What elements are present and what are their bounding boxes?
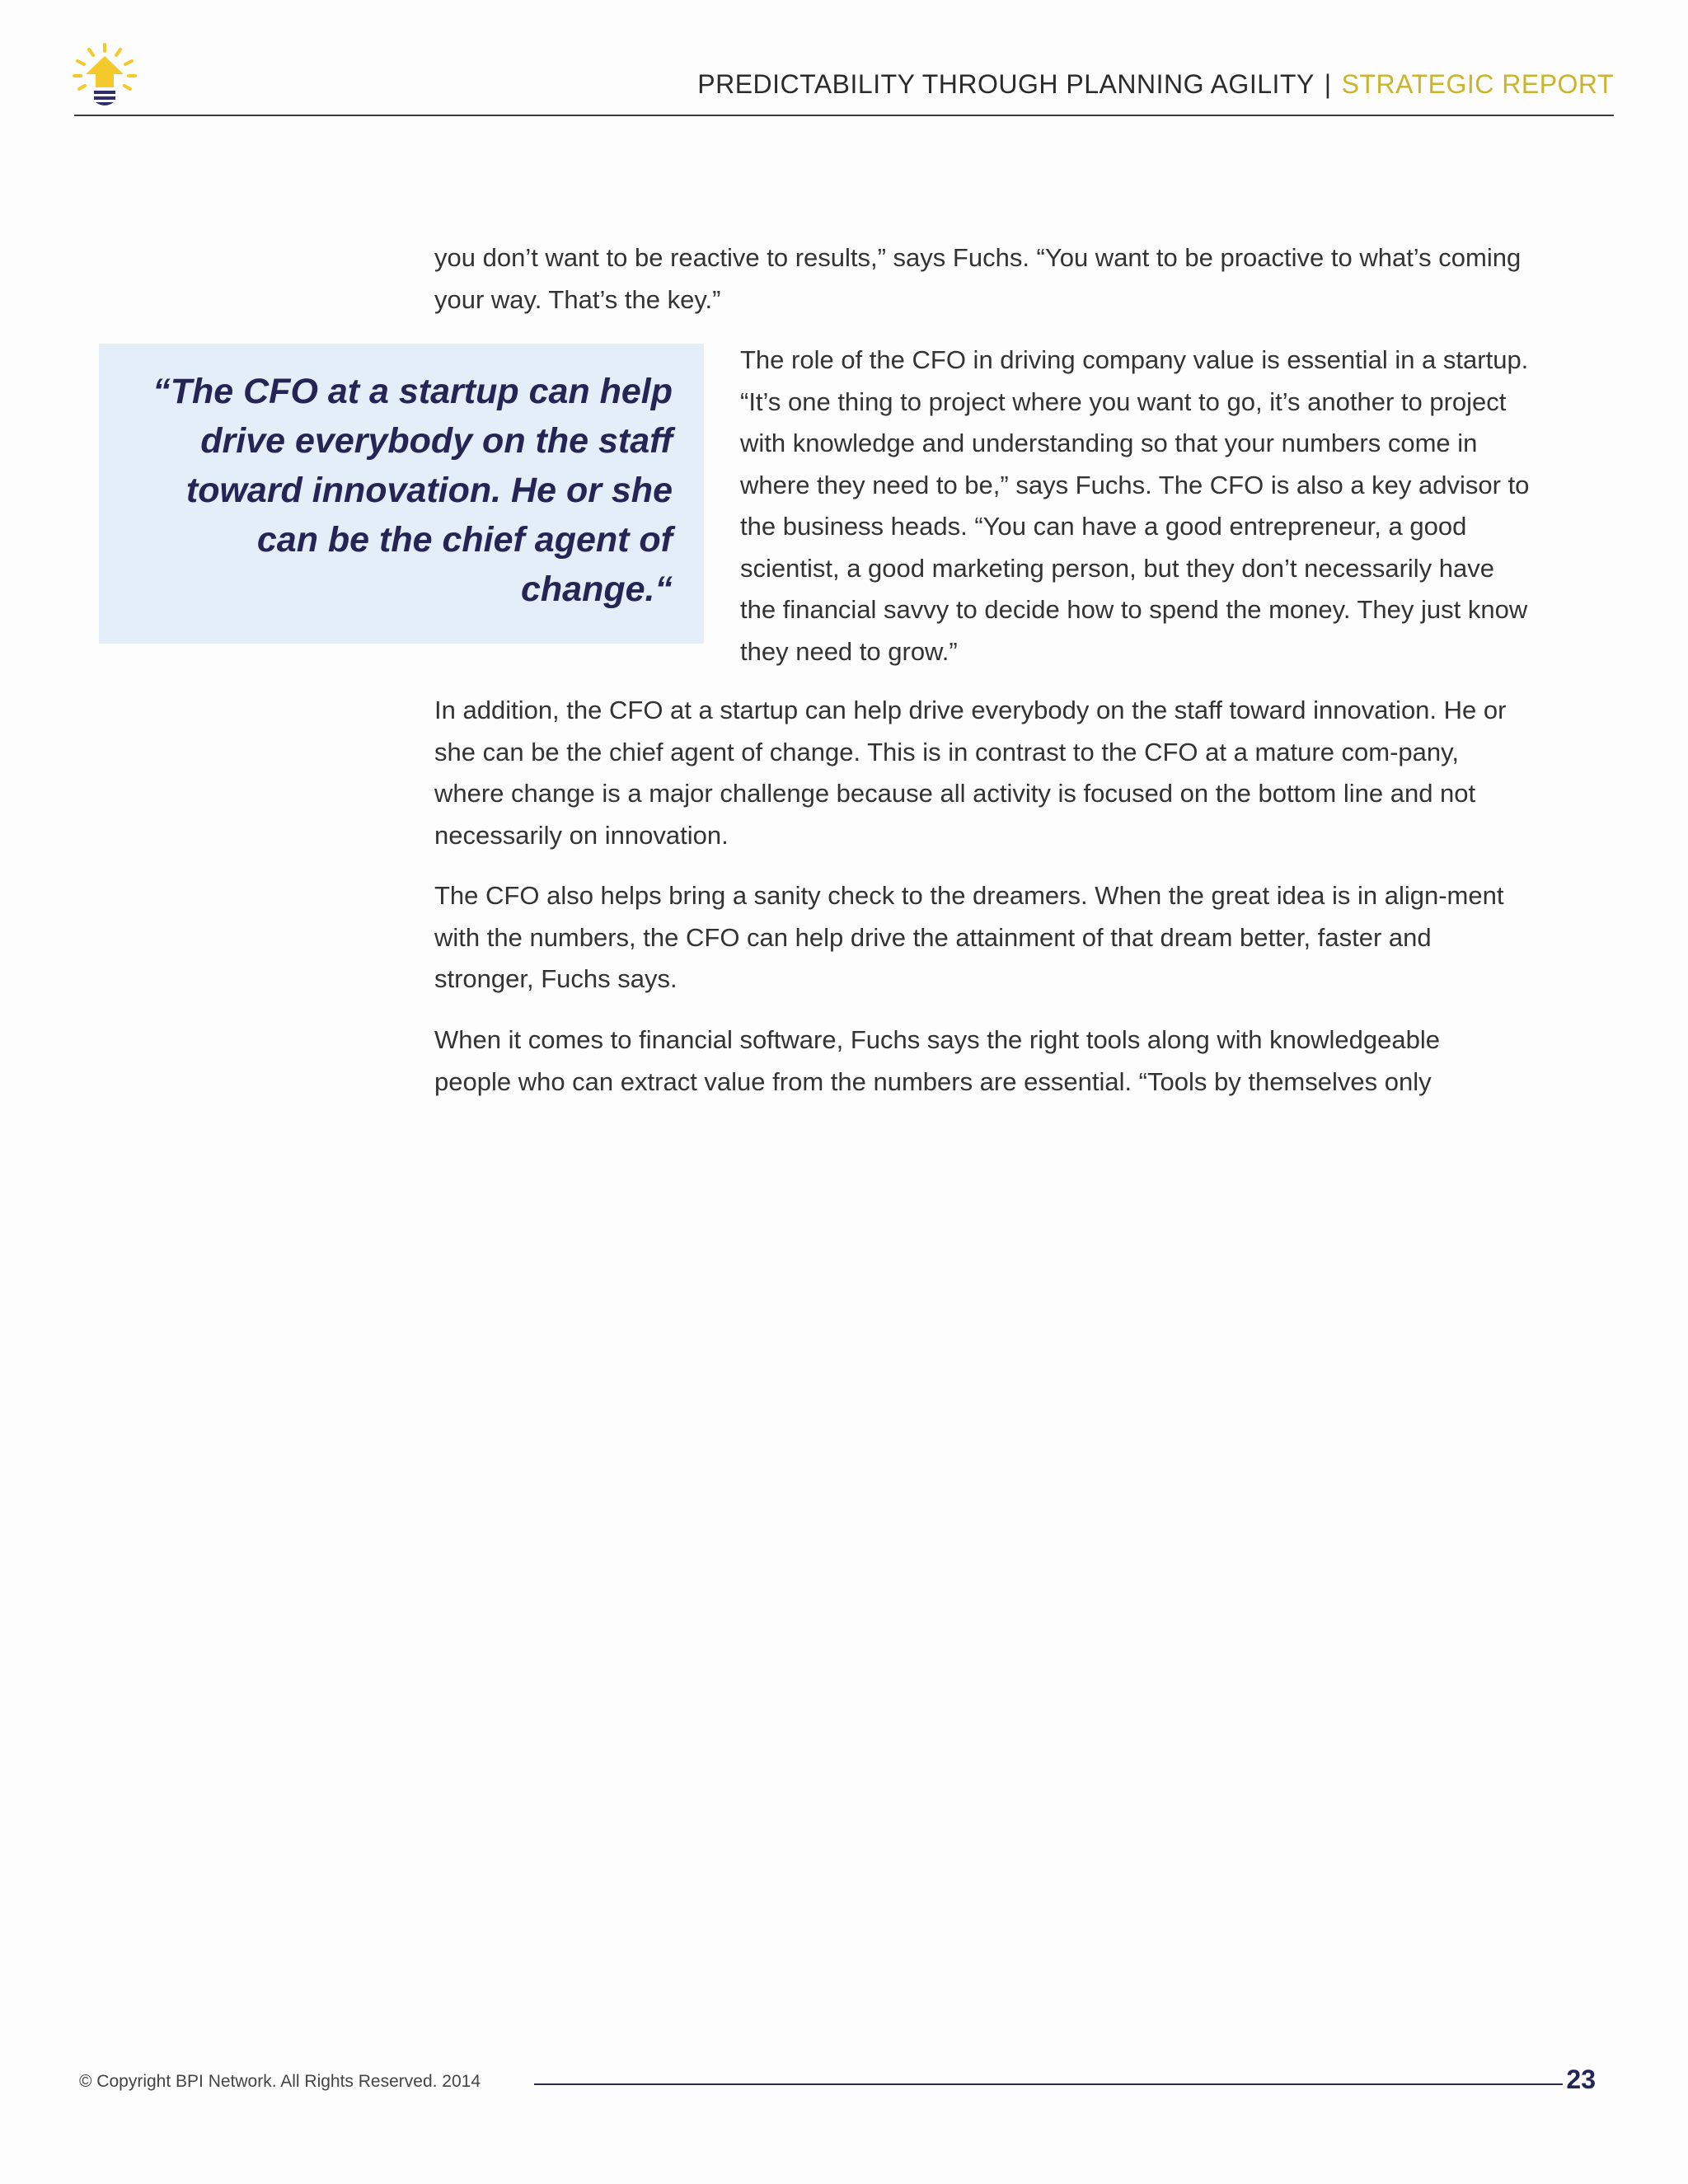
header-divider [74,115,1614,116]
footer-divider [534,2083,1563,2085]
report-header [697,69,1614,100]
body-paragraph: The CFO also helps bring a sanity check to the dreamers. When the great idea is in align-ment with the numbers, the CFO can help drive the attainment of that dream better, faster and stronger, Fuchs says. [434,881,1504,993]
body-paragraph: The role of the CFO in driving company value is essential in a startup. “It’s one thing to project where you want to go, it’s another to project with knowledge and understanding so that your numbers come in where they need to be,” says Fuchs. The CFO is also a key advisor to the business heads. “You can have a good entrepreneur, a good scientist, a good marketing person, but they don’t necessarily have the financial savvy to decide how to spend the money. They just know they need to grow.” [740,345,1530,666]
body-paragraph: you don’t want to be reactive to results,” says Fuchs. “You want to be proactive to what’s coming your way. That’s the key.” [434,243,1522,314]
page-number: 23 [1566,2064,1596,2094]
report-title: PREDICTABILITY THROUGH PLANNING AGILITY [697,69,1315,99]
copyright-notice: © Copyright BPI Network. All Rights Reserved. 2014 [79,2072,481,2091]
pull-quote [99,344,704,644]
body-paragraph: When it comes to financial software, Fuchs says the right tools along with knowledgeable people who can extract value from the numbers are essential. “Tools by themselves only [434,1025,1440,1096]
header-separator: | [1324,69,1332,99]
lightbulb-arrow-icon [71,43,138,109]
report-section-label: STRATEGIC REPORT [1341,69,1614,99]
pull-quote-text: “The CFO at a startup can help drive everybody on the staff toward innovation. He or she can be the chief agent of change.“ [152,372,673,609]
body-paragraph: In addition, the CFO at a startup can help drive everybody on the staff toward innovation. He or she can be the chief agent of change. This is in contrast to the CFO at a mature com-pany, where change is a major challenge because all activity is focused on the bottom line and not necessarily on innovation. [434,696,1507,850]
